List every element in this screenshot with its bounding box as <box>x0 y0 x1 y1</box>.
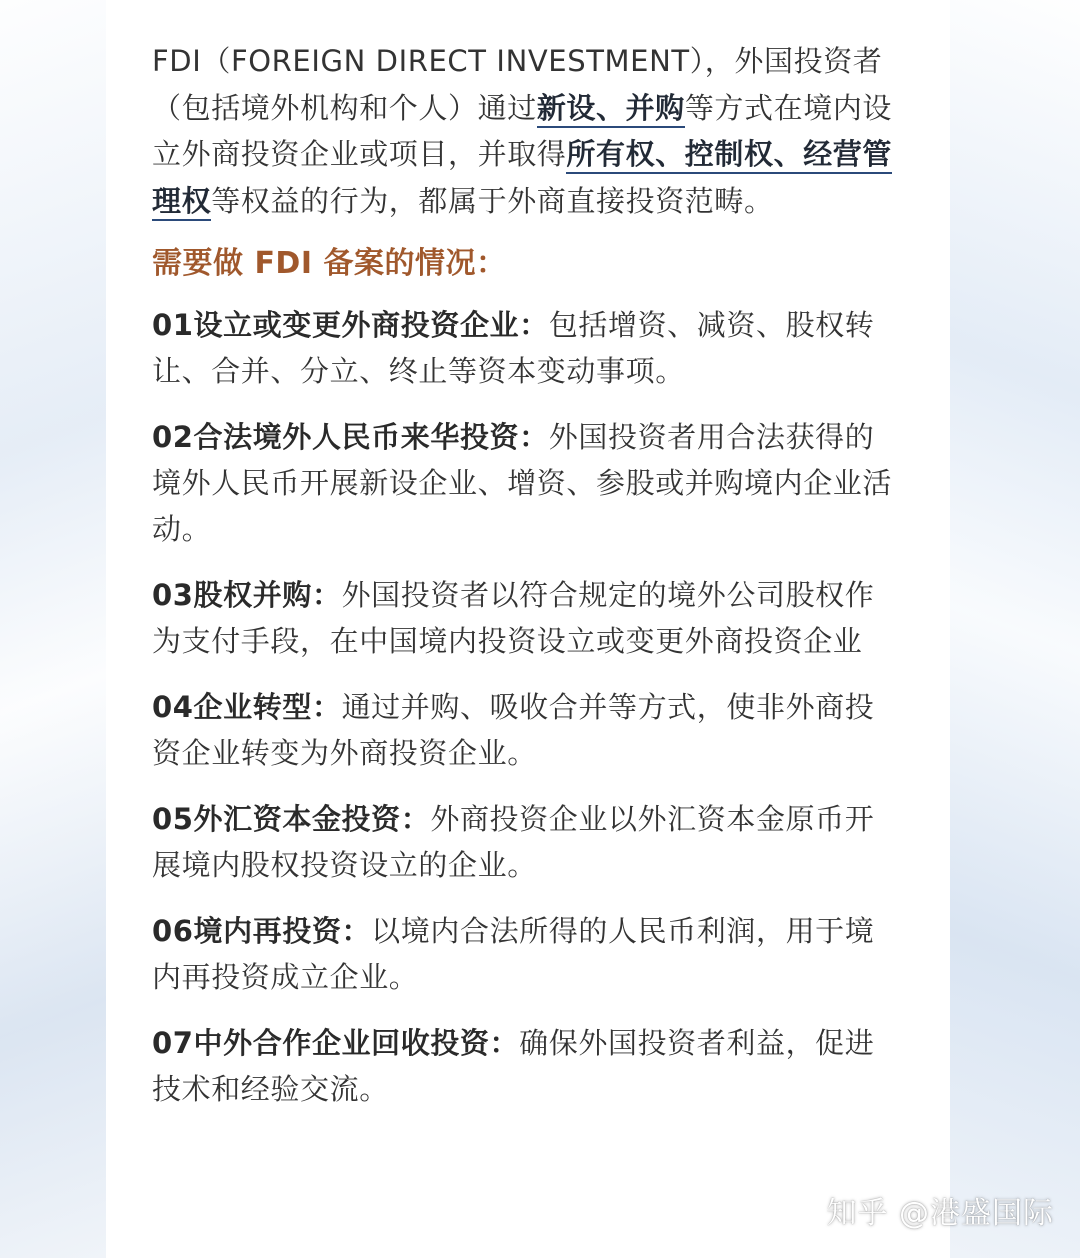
list-item <box>152 414 902 552</box>
item-title: 03股权并购： <box>152 578 342 612</box>
item-text: 外国投资者用合法获得的境外人民币开展新设企业、增资、参股或并购境内企业活动。 <box>152 420 893 546</box>
item-title: 06境内再投资： <box>152 914 372 948</box>
item-text: 确保外国投资者利益，促进技术和经验交流。 <box>152 1026 875 1106</box>
item-title: 05外汇资本金投资： <box>152 802 431 836</box>
list-item <box>152 684 902 776</box>
section-title: 需要做 FDI 备案的情况： <box>152 246 507 281</box>
background-left <box>0 0 106 1258</box>
item-title: 01设立或变更外商投资企业： <box>152 308 549 342</box>
item-title: 07中外合作企业回收投资： <box>152 1026 520 1060</box>
item-text: 外商投资企业以外汇资本金原币开展境内股权投资设立的企业。 <box>152 802 875 882</box>
content-card <box>106 0 950 1258</box>
item-title: 02合法境外人民币来华投资： <box>152 420 549 454</box>
intro-text-3: 等权益的行为，都属于外商直接投资范畴。 <box>211 183 774 218</box>
list-item <box>152 796 902 888</box>
list-item <box>152 302 902 394</box>
item-text: 通过并购、吸收合并等方式，使非外商投资企业转变为外商投资企业。 <box>152 690 875 770</box>
intro-paragraph <box>152 38 902 224</box>
highlight-new-merge: 新设、并购 <box>537 91 685 128</box>
item-text: 包括增资、减资、股权转让、合并、分立、终止等资本变动事项。 <box>152 308 875 388</box>
item-text: 以境内合法所得的人民币利润，用于境内再投资成立企业。 <box>152 914 875 994</box>
background-right <box>950 0 1080 1258</box>
zhihu-watermark: 知乎 @港盛国际 <box>826 1196 1054 1231</box>
intro-text-2: 等方式在境内设立外商投资企业或项目，并取得 <box>152 90 893 171</box>
item-text: 外国投资者以符合规定的境外公司股权作为支付手段，在中国境内投资设立或变更外商投资企业 <box>152 578 875 658</box>
list-item <box>152 1020 902 1112</box>
intro-text-1: FDI（FOREIGN DIRECT INVESTMENT），外国投资者（包括境外机构和个人）通过 <box>152 44 883 125</box>
list-item <box>152 572 902 664</box>
highlight-ownership: 所有权、控制权、经营管理权 <box>152 137 892 221</box>
item-title: 04企业转型： <box>152 690 342 724</box>
list-item <box>152 908 902 1000</box>
